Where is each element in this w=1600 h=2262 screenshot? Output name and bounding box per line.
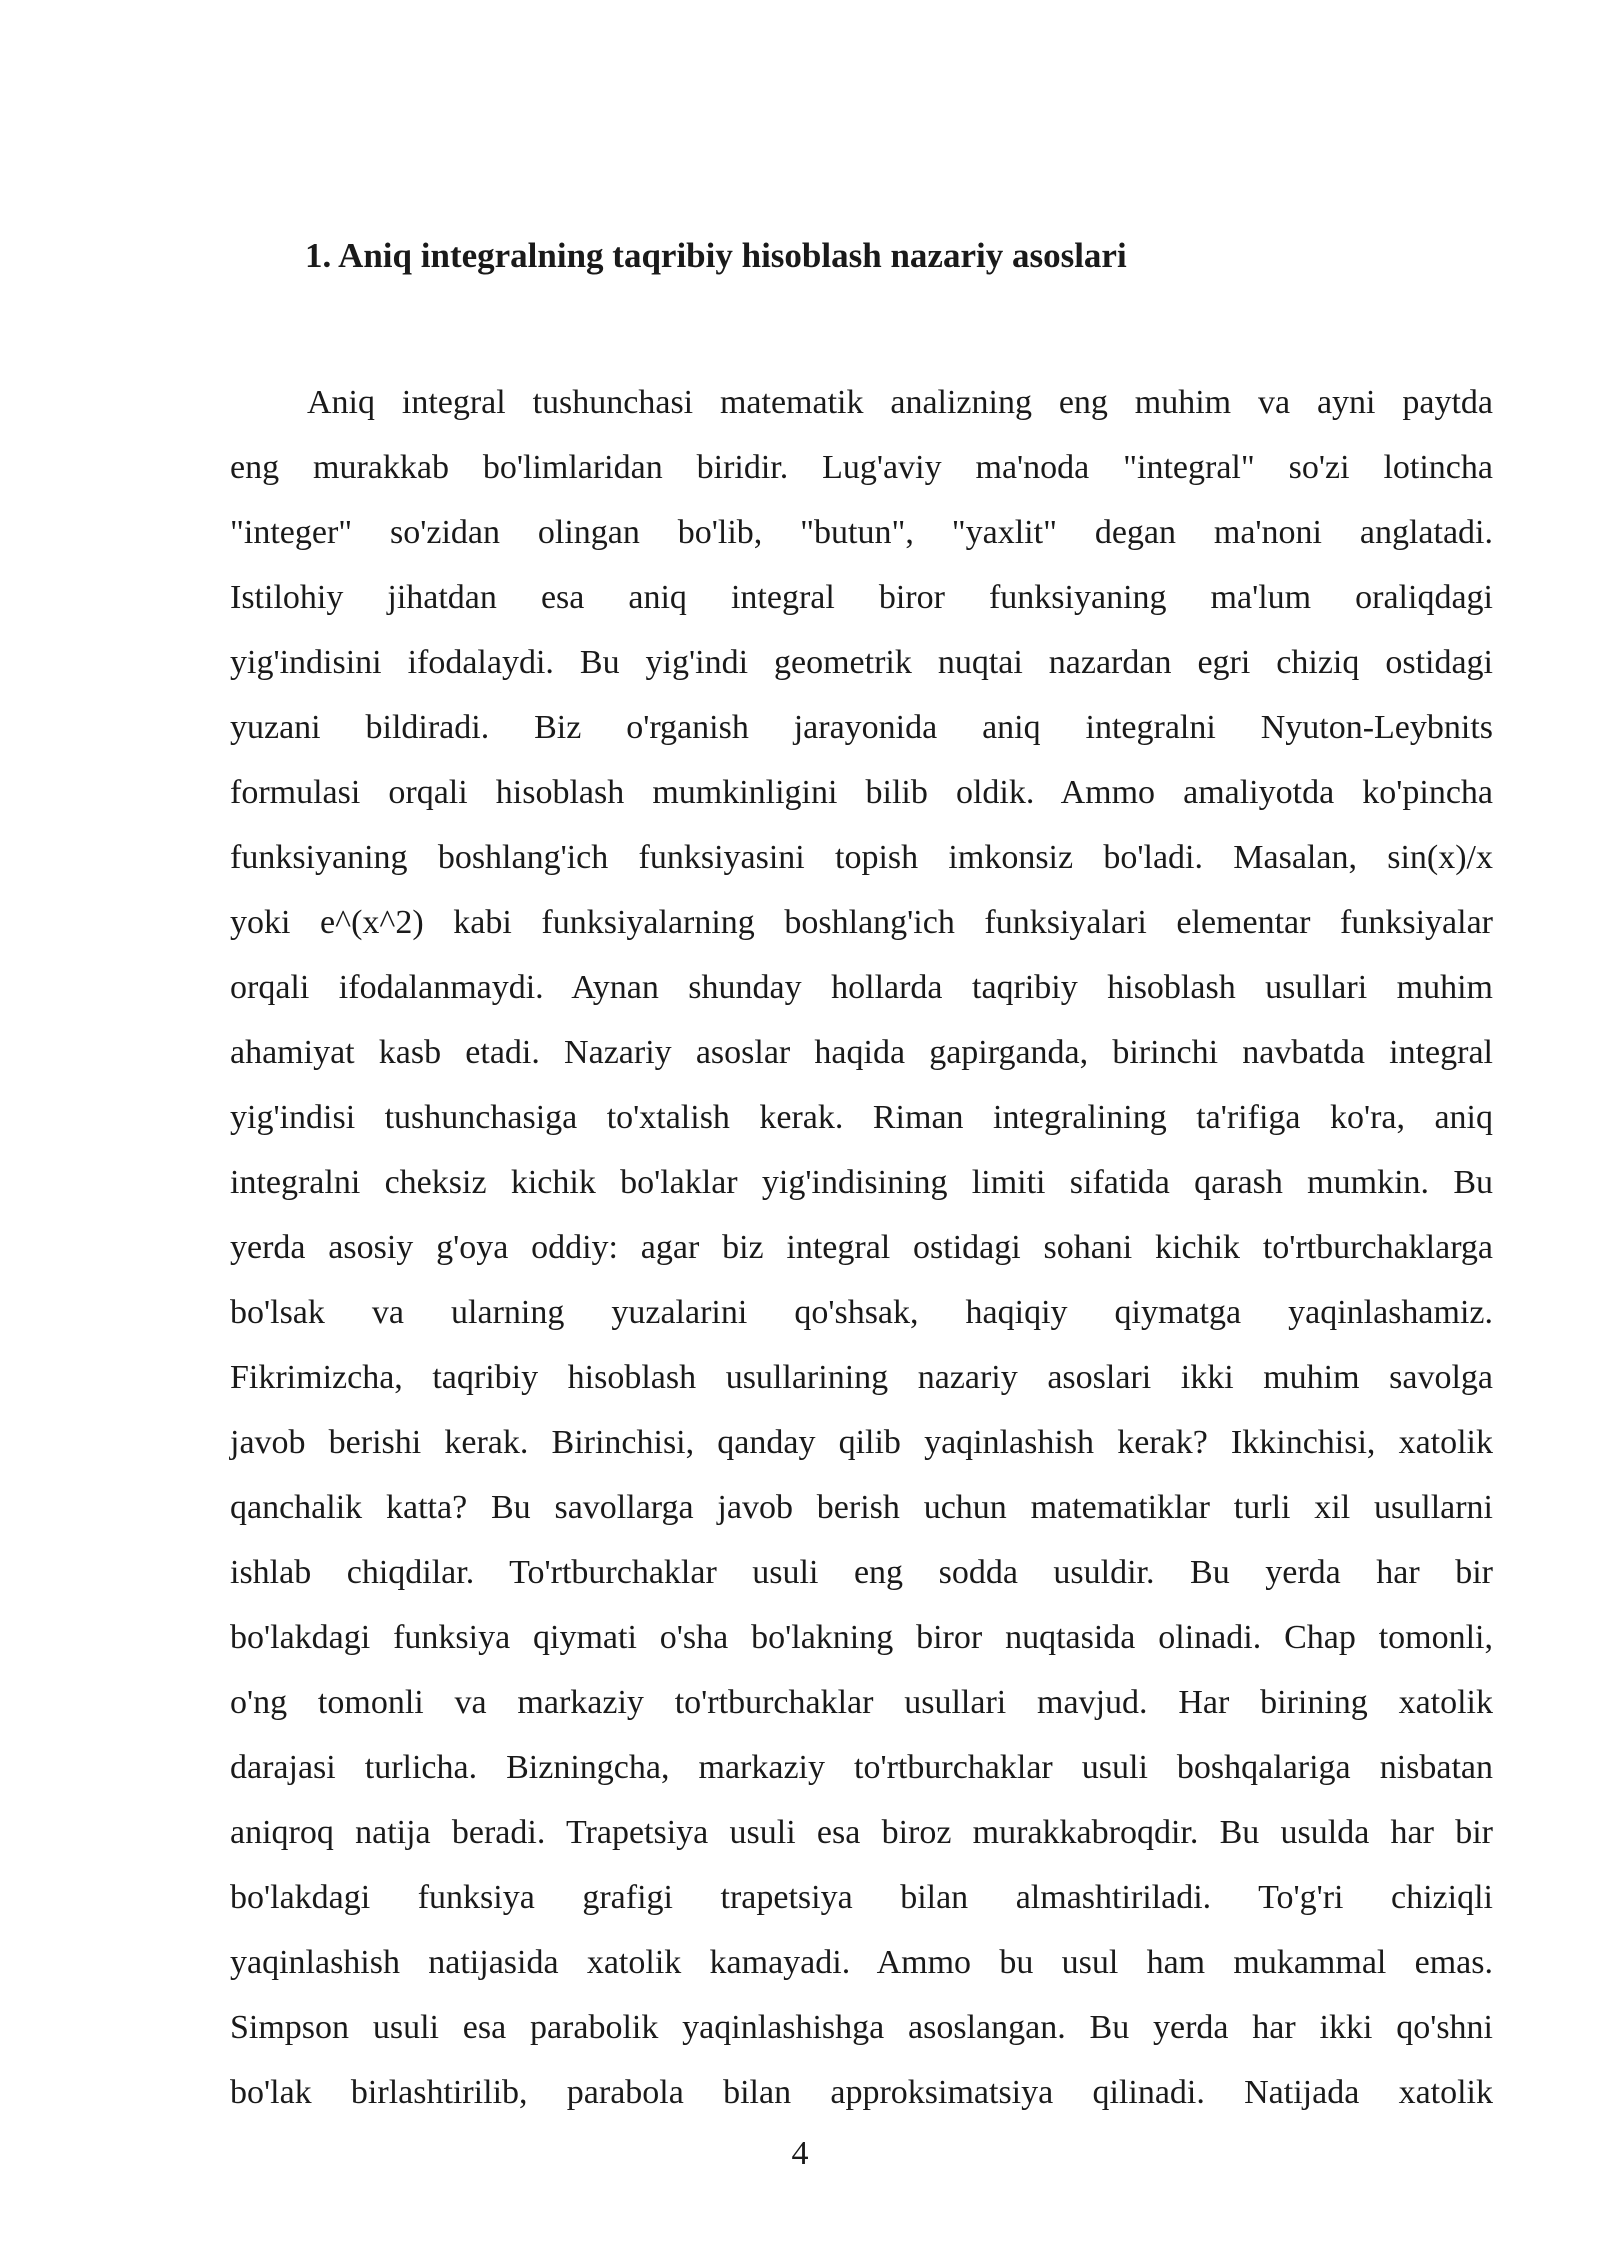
text-line: "integer" so'zidan olingan bo'lib, "butun", "yaxlit" degan ma'noni anglatadi.	[230, 514, 1493, 551]
body-paragraph	[230, 370, 1493, 2125]
section-heading: 1. Aniq integralning taqribiy hisoblash nazariy asoslari	[305, 236, 1127, 275]
text-line: bo'lakdagi funksiya grafigi trapetsiya bilan almashtiriladi. To'g'ri chiziqli	[230, 1879, 1493, 1916]
text-line: qanchalik katta? Bu savollarga javob berish uchun matematiklar turli xil usullarni	[230, 1489, 1493, 1526]
page-number: 4	[791, 2135, 809, 2172]
text-line: bo'lsak va ularning yuzalarini qo'shsak, haqiqiy qiymatga yaqinlashamiz.	[230, 1294, 1493, 1331]
text-line: orqali ifodalanmaydi. Aynan shunday hollarda taqribiy hisoblash usullari muhim	[230, 969, 1493, 1006]
text-line: ishlab chiqdilar. To'rtburchaklar usuli eng sodda usuldir. Bu yerda har bir	[230, 1554, 1493, 1591]
text-line: formulasi orqali hisoblash mumkinligini bilib oldik. Ammo amaliyotda ko'pincha	[230, 774, 1493, 811]
text-line: Aniq integral tushunchasi matematik analizning eng muhim va ayni paytda	[307, 384, 1493, 421]
text-line: yaqinlashish natijasida xatolik kamayadi. Ammo bu usul ham mukammal emas.	[230, 1944, 1493, 1981]
text-line: Istilohiy jihatdan esa aniq integral biror funksiyaning ma'lum oraliqdagi	[230, 579, 1493, 616]
text-line: yerda asosiy g'oya oddiy: agar biz integral ostidagi sohani kichik to'rtburchaklarga	[230, 1229, 1493, 1266]
text-line: funksiyaning boshlang'ich funksiyasini topish imkonsiz bo'ladi. Masalan, sin(x)/x	[230, 839, 1493, 876]
text-line: yuzani bildiradi. Biz o'rganish jarayonida aniq integralni Nyuton-Leybnits	[230, 709, 1493, 746]
text-line: yig'indisini ifodalaydi. Bu yig'indi geometrik nuqtai nazardan egri chiziq ostidagi	[230, 644, 1493, 681]
text-line: bo'lak birlashtirilib, parabola bilan approksimatsiya qilinadi. Natijada xatolik	[230, 2074, 1493, 2111]
text-line: Simpson usuli esa parabolik yaqinlashishga asoslangan. Bu yerda har ikki qo'shni	[230, 2009, 1493, 2046]
text-line: darajasi turlicha. Bizningcha, markaziy to'rtburchaklar usuli boshqalariga nisbatan	[230, 1749, 1493, 1786]
text-line: aniqroq natija beradi. Trapetsiya usuli esa biroz murakkabroqdir. Bu usulda har bir	[230, 1814, 1493, 1851]
text-line: integralni cheksiz kichik bo'laklar yig'indisining limiti sifatida qarash mumkin. Bu	[230, 1164, 1493, 1201]
text-line: bo'lakdagi funksiya qiymati o'sha bo'lakning biror nuqtasida olinadi. Chap tomonli,	[230, 1619, 1493, 1656]
text-line: o'ng tomonli va markaziy to'rtburchaklar usullari mavjud. Har birining xatolik	[230, 1684, 1493, 1721]
text-line: yig'indisi tushunchasiga to'xtalish kerak. Riman integralining ta'rifiga ko'ra, aniq	[230, 1099, 1493, 1136]
text-line: Fikrimizcha, taqribiy hisoblash usullarining nazariy asoslari ikki muhim savolga	[230, 1359, 1493, 1396]
text-line: ahamiyat kasb etadi. Nazariy asoslar haqida gapirganda, birinchi navbatda integral	[230, 1034, 1493, 1071]
text-line: yoki e^(x^2) kabi funksiyalarning boshlang'ich funksiyalari elementar funksiyalar	[230, 904, 1493, 941]
text-line: eng murakkab bo'limlaridan biridir. Lug'aviy ma'noda "integral" so'zi lotincha	[230, 449, 1493, 486]
text-line: javob berishi kerak. Birinchisi, qanday qilib yaqinlashish kerak? Ikkinchisi, xatolik	[230, 1424, 1493, 1461]
